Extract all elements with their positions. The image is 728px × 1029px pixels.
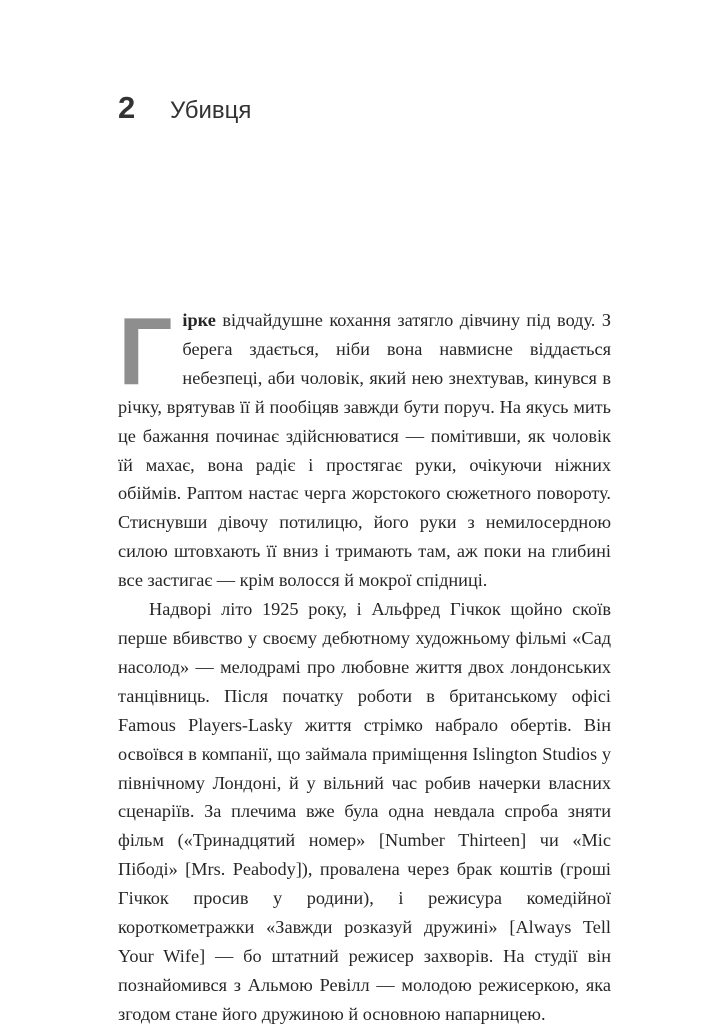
paragraph-2: Надворі літо 1925 року, і Альфред Гічкок щойно скоїв перше вбивство у своєму дебютному художньому фільмі «Сад насолод» — мелодрамі про любовне життя двох лондонських танцівниць. Після початку роботи в британському офісі Famous Players-Lasky життя стрімко набрало обертів. Він освоївся в компанії, що займала приміщення Islington Studios у північному Лондоні, й у вільний час робив начерки власних сценаріїв. За плечима вже була одна невдала спроба зняти фільм («Тринадцятий номер» [Number Thirteen] чи «Міс Пібоді» [Mrs. Peabody]), провалена через брак коштів (гроші Гічкок просив у родини), і режисура комедійної короткометражки «Завжди розказуй дружині» [Always Tell Your Wife] — бо штатний режисер захворів. На студії він познайомився з Альмою Ревілл — молодою режисеркою, яка згодом стане його дружиною й основною напарницею. [118,599,611,1024]
chapter-body [118,298,611,1029]
paragraph-1 [118,298,611,595]
chapter-heading [118,90,251,126]
chapter-title: Убивця [170,97,252,124]
paragraph-1-text: відчайдушне кохання затягло дівчину під воду. З берега здається, ніби вона навмисне віддається небезпеці, аби чоловік, який нею знехтував, кинувся в річку, врятував її й пообіцяв завжди бути поруч. На якусь мить це бажання починає здійснюватися — помітивши, як чоловік їй махає, вона радіє і простягає руки, очікуючи ніжних обіймів. Раптом настає черга жорстокого сюжетного повороту. Стиснувши дівочу потилицю, його руки з немилосердною силою штовхають її вниз і тримають там, аж поки на глибині все застигає — крім волосся й мокрої спідниці. [118,310,611,591]
drop-cap: Г [118,298,173,405]
lead-word: ірке [182,310,216,330]
chapter-number: 2 [118,90,136,125]
